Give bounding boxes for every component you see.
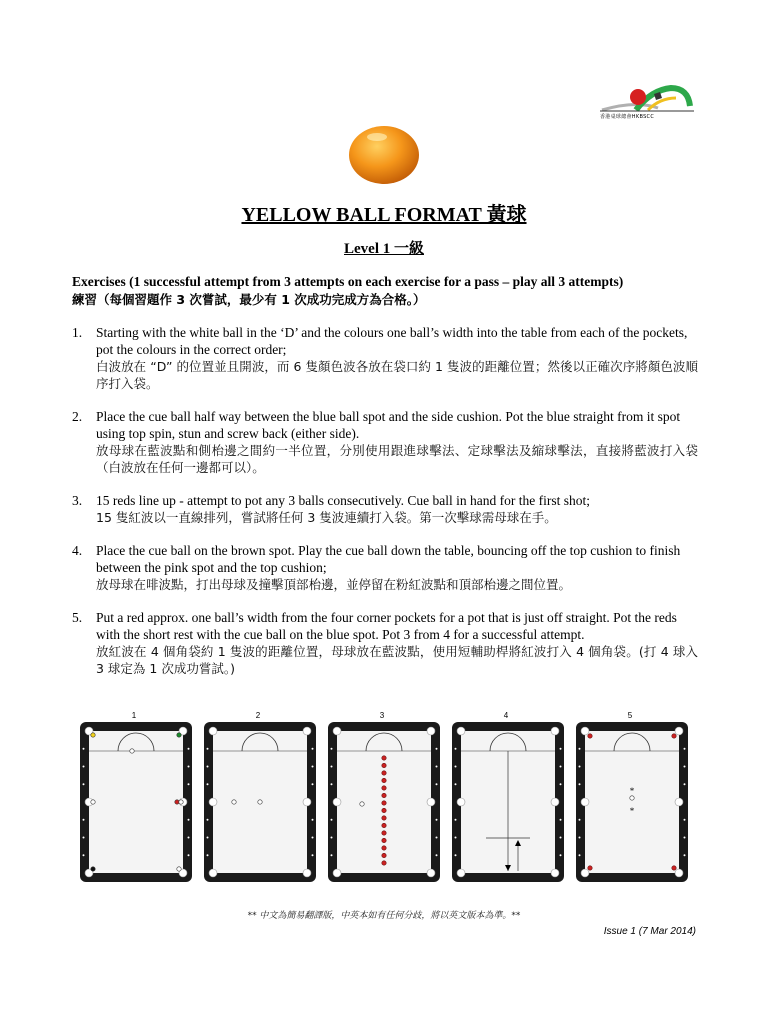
diamond bbox=[188, 837, 190, 839]
diagram-number: 4 bbox=[503, 711, 509, 720]
intro-english: Exercises (1 successful attempt from 3 attempts on each exercise for a pass – play all 3 attempts) bbox=[72, 274, 624, 289]
exercise-intro bbox=[72, 273, 712, 309]
colour-ball bbox=[177, 867, 181, 871]
exercise-english: Place the cue ball half way between the blue ball spot and the side cushion. Pot the blue straight from it spot using top spin, stun and screw back (either side). bbox=[96, 409, 681, 441]
snooker-table bbox=[204, 711, 316, 882]
pocket bbox=[675, 869, 683, 877]
diamond bbox=[436, 766, 438, 768]
pocket bbox=[675, 798, 683, 806]
pocket bbox=[427, 727, 435, 735]
diamond bbox=[188, 783, 190, 785]
cue-ball bbox=[630, 796, 634, 800]
pocket bbox=[303, 869, 311, 877]
diamond bbox=[83, 837, 85, 839]
diamond bbox=[455, 783, 457, 785]
colour-ball bbox=[91, 800, 95, 804]
exercise-english: Place the cue ball on the brown spot. Play the cue ball down the table, bouncing off the top cushion to finish between the pink spot and the top cushion; bbox=[96, 543, 681, 575]
pocket bbox=[333, 869, 341, 877]
diamond bbox=[207, 819, 209, 821]
diamond bbox=[684, 854, 686, 856]
exercise-chinese: 放母球在啡波點，打出母球及撞擊頂部枱邊，並停留在粉紅波點和頂部枱邊之間位置。 bbox=[96, 577, 572, 592]
red-ball bbox=[588, 866, 592, 870]
pocket bbox=[551, 798, 559, 806]
red-ball bbox=[382, 808, 386, 812]
pocket bbox=[581, 798, 589, 806]
diagram-number: 5 bbox=[627, 711, 633, 720]
pocket bbox=[209, 798, 217, 806]
diamond bbox=[188, 766, 190, 768]
pocket bbox=[333, 727, 341, 735]
exercise-chinese: 白波放在 “D” 的位置並且開波，而 6 隻顏色波各放在袋口約 1 隻波的距離位置；然後以正確次序將顏色波順序打入袋。 bbox=[96, 359, 698, 391]
red-ball bbox=[382, 756, 386, 760]
diamond bbox=[684, 819, 686, 821]
pocket bbox=[581, 727, 589, 735]
pocket bbox=[209, 869, 217, 877]
diagram-number: 3 bbox=[379, 711, 385, 720]
diamond bbox=[312, 854, 314, 856]
yellow-ball bbox=[91, 733, 95, 737]
diamond bbox=[684, 766, 686, 768]
diamond bbox=[560, 837, 562, 839]
diamond bbox=[436, 837, 438, 839]
diamond bbox=[455, 819, 457, 821]
exercise-item bbox=[72, 609, 698, 677]
diamond bbox=[560, 766, 562, 768]
diamond bbox=[83, 819, 85, 821]
red-ball bbox=[382, 801, 386, 805]
diamond bbox=[579, 783, 581, 785]
diamond bbox=[560, 748, 562, 750]
diamond bbox=[560, 854, 562, 856]
snooker-table bbox=[452, 711, 564, 882]
pocket bbox=[333, 798, 341, 806]
diamond bbox=[560, 819, 562, 821]
diamond bbox=[83, 783, 85, 785]
diamond bbox=[331, 748, 333, 750]
diamond bbox=[684, 837, 686, 839]
exercise-number: 1. bbox=[72, 325, 83, 340]
exercise-number: 5. bbox=[72, 610, 83, 625]
diamond bbox=[207, 837, 209, 839]
exercise-number: 4. bbox=[72, 543, 83, 558]
diamond bbox=[207, 748, 209, 750]
red-ball bbox=[382, 831, 386, 835]
diamond bbox=[83, 854, 85, 856]
diamond bbox=[312, 783, 314, 785]
diamond bbox=[684, 748, 686, 750]
exercise-english: Starting with the white ball in the ‘D’ and the colours one ball’s width into the table from each of the pockets, pot the colours in the correct order; bbox=[96, 325, 688, 357]
diamond bbox=[331, 837, 333, 839]
red-ball bbox=[382, 778, 386, 782]
diagram-number: 2 bbox=[255, 711, 261, 720]
exercise-number: 3. bbox=[72, 493, 83, 508]
green-ball bbox=[177, 733, 181, 737]
red-ball bbox=[382, 793, 386, 797]
table-diagrams bbox=[80, 708, 690, 884]
cue-ball bbox=[232, 800, 236, 804]
diamond bbox=[188, 748, 190, 750]
diamond bbox=[312, 748, 314, 750]
pocket bbox=[457, 869, 465, 877]
exercise-chinese: 15 隻紅波以一直線排列，嘗試將任何 3 隻波連續打入袋。第一次擊球需母球在手。 bbox=[96, 510, 557, 525]
pocket bbox=[303, 727, 311, 735]
logo-caption: 香港桌球總會HKBSCC bbox=[600, 114, 655, 120]
diagram-number: 1 bbox=[131, 711, 137, 720]
red-ball bbox=[382, 786, 386, 790]
exercise-number: 2. bbox=[72, 409, 83, 424]
diamond bbox=[579, 748, 581, 750]
level-heading: Level 1 一級 bbox=[344, 241, 424, 257]
exercise-item bbox=[72, 542, 698, 593]
diamond bbox=[83, 748, 85, 750]
cue-ball bbox=[360, 802, 364, 806]
diamond bbox=[207, 783, 209, 785]
diamond bbox=[455, 854, 457, 856]
diamond bbox=[455, 748, 457, 750]
colour-ball bbox=[179, 800, 183, 804]
red-ball bbox=[672, 734, 676, 738]
red-ball bbox=[382, 853, 386, 857]
diamond bbox=[312, 837, 314, 839]
diamond bbox=[455, 766, 457, 768]
pocket bbox=[551, 869, 559, 877]
diamond bbox=[188, 819, 190, 821]
diamond bbox=[207, 766, 209, 768]
diamond bbox=[207, 854, 209, 856]
pocket bbox=[457, 727, 465, 735]
table-bed bbox=[585, 731, 679, 873]
snooker-table bbox=[80, 711, 192, 882]
pocket bbox=[427, 869, 435, 877]
red-ball bbox=[382, 771, 386, 775]
diamond bbox=[436, 783, 438, 785]
yellow-ball-icon bbox=[347, 125, 421, 185]
diamond bbox=[312, 819, 314, 821]
diamond bbox=[436, 854, 438, 856]
red-ball bbox=[382, 861, 386, 865]
red-ball bbox=[382, 823, 386, 827]
exercise-item bbox=[72, 492, 698, 526]
star-mark: * bbox=[629, 806, 635, 816]
diamond bbox=[331, 783, 333, 785]
pocket bbox=[303, 798, 311, 806]
cue-ball bbox=[130, 749, 134, 753]
translation-footnote: ** 中文為簡易翻譯版，中英本如有任何分歧，將以英文版本為準。** bbox=[247, 911, 521, 921]
snooker-table bbox=[576, 711, 688, 882]
diamond bbox=[331, 766, 333, 768]
pocket bbox=[427, 798, 435, 806]
pocket bbox=[457, 798, 465, 806]
pocket bbox=[551, 727, 559, 735]
diamond bbox=[331, 854, 333, 856]
exercise-list bbox=[72, 324, 698, 693]
black-ball bbox=[91, 867, 95, 871]
intro-chinese: 練習（每個習題作 3 次嘗試，最少有 1 次成功完成方為合格。） bbox=[72, 292, 426, 307]
diamond bbox=[579, 837, 581, 839]
red-ball bbox=[382, 816, 386, 820]
diamond bbox=[579, 766, 581, 768]
exercise-item bbox=[72, 324, 698, 392]
red-ball bbox=[382, 846, 386, 850]
red-ball bbox=[588, 734, 592, 738]
diamond bbox=[455, 837, 457, 839]
pocket bbox=[209, 727, 217, 735]
pocket bbox=[581, 869, 589, 877]
blue-ball bbox=[258, 800, 262, 804]
diamond bbox=[188, 854, 190, 856]
red-ball bbox=[382, 838, 386, 842]
exercise-english: 15 reds line up - attempt to pot any 3 balls consecutively. Cue ball in hand for the first shot; bbox=[96, 493, 591, 508]
diamond bbox=[684, 783, 686, 785]
diamond bbox=[436, 748, 438, 750]
diamond bbox=[436, 819, 438, 821]
diamond bbox=[579, 854, 581, 856]
diamond bbox=[560, 783, 562, 785]
star-mark: * bbox=[629, 786, 635, 796]
exercise-chinese: 放紅波在 4 個角袋約 1 隻波的距離位置，母球放在藍波點，使用短輔助桿將紅波打入 4 個角袋。(打 4 球入 3 球定為 1 次成功嘗試。) bbox=[96, 644, 698, 676]
exercise-english: Put a red approx. one ball’s width from the four corner pockets for a pot that is just off straight. Pot the reds with the short rest with the cue ball on the blue spot. Pot 3 from 4 for a successful attempt. bbox=[96, 610, 677, 642]
diamond bbox=[331, 819, 333, 821]
issue-date: Issue 1 (7 Mar 2014) bbox=[603, 926, 696, 937]
table-bed bbox=[89, 731, 183, 873]
diamond bbox=[579, 819, 581, 821]
red-ball bbox=[672, 866, 676, 870]
red-ball bbox=[382, 763, 386, 767]
pocket bbox=[675, 727, 683, 735]
page-title: YELLOW BALL FORMAT 黃球 bbox=[241, 204, 527, 226]
diamond bbox=[312, 766, 314, 768]
diamond bbox=[83, 766, 85, 768]
exercise-chinese: 放母球在藍波點和側枱邊之間約一半位置，分別使用跟進球擊法、定球擊法及縮球擊法，直接將藍波打入袋（白波放在任何一邊都可以）。 bbox=[96, 443, 698, 475]
exercise-item bbox=[72, 408, 698, 476]
snooker-table bbox=[328, 711, 440, 882]
